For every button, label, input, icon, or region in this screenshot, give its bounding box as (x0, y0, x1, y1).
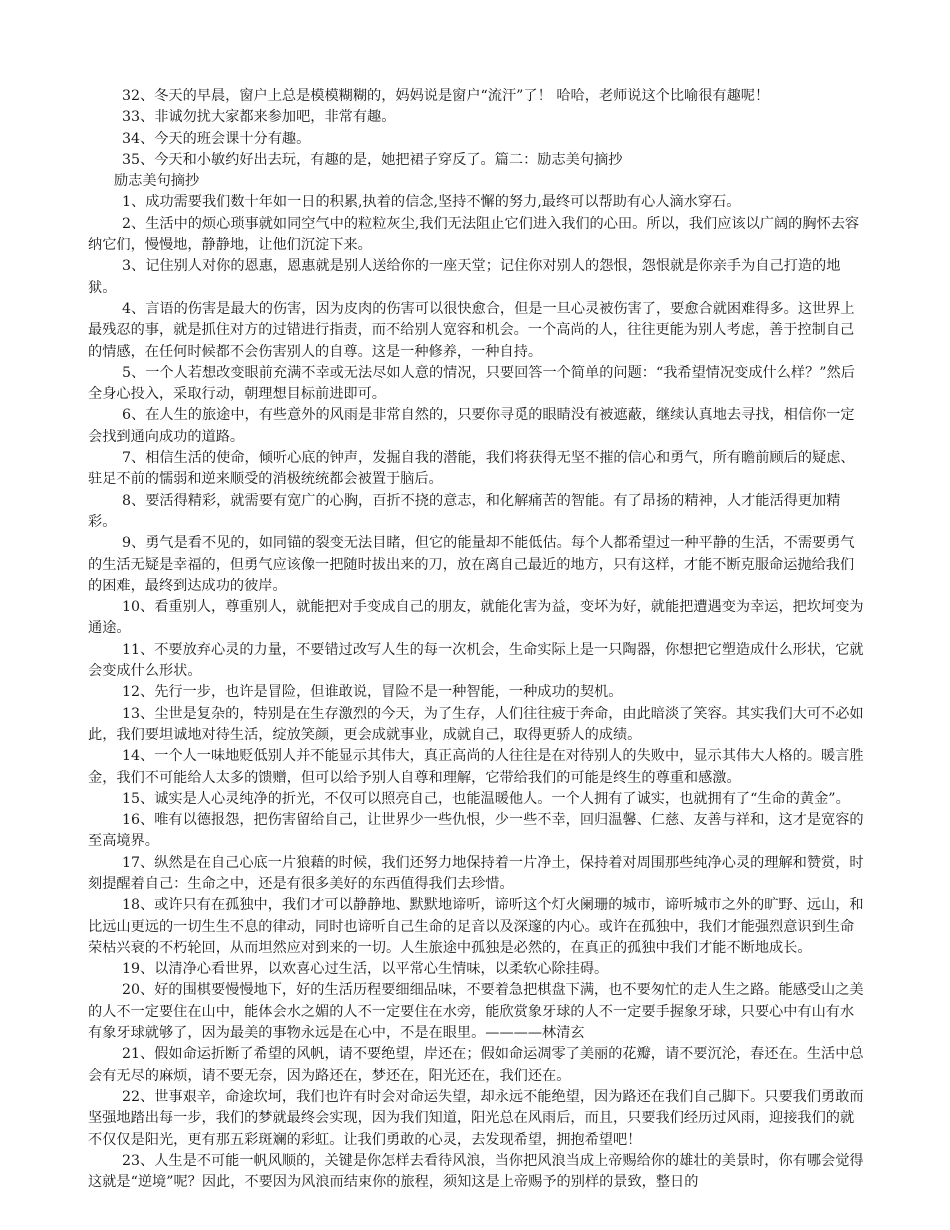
paragraph: 22、世事艰辛，命途坎坷，我们也许有时会对命运失望，却永远不能绝望，因为路还在我们自己脚下。只要我们勇敢而坚强地踏出每一步，我们的梦就最终会实现，因为我们知道，阳光总在风雨后，而且，只要我们经历过风雨，迎接我们的就不仅仅是阳光，更有那五彩斑斓的彩虹。让我们勇敢的心灵，去发现希望，拥抱希望吧！ (88, 1088, 864, 1148)
paragraph: 34、今天的班会课十分有趣。 (122, 130, 311, 147)
paragraph: 18、或许只有在孤独中，我们才可以静静地、默默地谛听，谛听这个灯火阑珊的城市，谛听城市之外的旷野、远山，和比远山更远的一切生生不息的律动，同时也谛听自己生命的足音以及深邃的内心。或许在孤独中，我们才能强烈意识到生命荣枯兴衰的不朽轮回，从而坦然应对到来的一切。人生旅途中孤独是必然的，在真正的孤独中我们才能不断地成长。 (88, 897, 864, 956)
paragraph: 7、相信生活的使命，倾听心底的钟声，发掘自我的潜能，我们将获得无坚不摧的信心和勇气，所有瞻前顾后的疑虑、驻足不前的懦弱和逆来顺受的消极统统都会被置于脑后。 (88, 450, 855, 488)
paragraph: 9、勇气是看不见的，如同锚的裂变无法目睹，但它的能量却不能低估。每个人都希望过一种平静的生活，不需要勇气的生活无疑是幸福的，但勇气应该像一把随时拔出来的刀，放在离自己最近的地方，只有这样，才能不断克服命运抛给我们的困难，最终到达成功的彼岸。 (88, 535, 855, 594)
paragraph: 33、非诚勿扰大家都来参加吧，非常有趣。 (122, 109, 396, 126)
paragraph: 21、假如命运折断了希望的风帆，请不要绝望，岸还在；假如命运凋零了美丽的花瓣，请不要沉沦，春还在。生活中总会有无尽的麻烦，请不要无奈，因为路还在，梦还在，阳光还在，我们还在。 (88, 1046, 864, 1084)
paragraph: 14、一个人一味地贬低别人并不能显示其伟大，真正高尚的人往往是在对待别人的失败中，显示其伟大人格的。暖言胜金，我们不可能给人太多的馈赠，但可以给予别人自尊和理解，它带给我们的可能是终生的尊重和感激。 (88, 748, 864, 786)
paragraph: 11、不要放弃心灵的力量，不要错过改写人生的每一次机会，生命实际上是一只陶器，你想把它塑造成什么形状，它就会变成什么形状。 (88, 641, 864, 680)
paragraph: 23、人生是不可能一帆风顺的，关键是你怎样去看待风浪，当你把风浪当成上帝赐给你的雄壮的美景时，你有哪会觉得这就是“逆境”呢？因此，不要因为风浪而结束你的旅程，须知这是上帝赐予的别样的景致，整日的 (88, 1152, 864, 1191)
document-body (88, 86, 864, 1193)
paragraph: 32、冬天的早晨，窗户上总是模模糊糊的，妈妈说是窗户“流汗”了！ 哈哈，老师说这个比喻很有趣呢！ (122, 88, 770, 104)
paragraph: 2、生活中的烦心琐事就如同空气中的粒粒灰尘,我们无法阻止它们进入我们的心田。所以，我们应该以广阔的胸怀去容纳它们，慢慢地，静静地，让他们沉淀下来。 (88, 215, 860, 254)
paragraph: 17、纵然是在自己心底一片狼藉的时候，我们还努力地保持着一片净土，保持着对周围那些纯净心灵的理解和赞赏，时刻提醒着自己：生命之中，还是有很多美好的东西值得我们去珍惜。 (88, 854, 864, 892)
paragraph: 10、看重别人，尊重别人，就能把对手变成自己的朋友，就能化害为益，变坏为好，就能把遭遇变为幸运，把坎坷变为通途。 (88, 599, 864, 637)
paragraph: 19、以清净心看世界，以欢喜心过生活，以平常心生情味，以柔软心除挂碍。 (122, 961, 609, 978)
paragraph: 35、今天和小敏约好出去玩，有趣的是，她把裙子穿反了。篇二：励志美句摘抄 (122, 151, 623, 168)
paragraph: 8、要活得精彩，就需要有宽广的心胸，百折不挠的意志，和化解痛苦的智能。有了昂扬的精神，人才能活得更加精彩。 (88, 492, 841, 530)
paragraph: 4、言语的伤害是最大的伤害，因为皮肉的伤害可以很快愈合，但是一旦心灵被伤害了，要愈合就困难得多。这世界上最残忍的事，就是抓住对方的过错进行指责，而不给别人宽容和机会。一个高尚的人，往往更能为别人考虑，善于控制自己的情感，在任何时候都不会伤害别人的自尊。这是一种修养，一种自持。 (88, 300, 855, 360)
paragraph: 6、在人生的旅途中，有些意外的风雨是非常自然的，只要你寻觅的眼睛没有被遮蔽，继续认真地去寻找，相信你一定会找到通向成功的道路。 (88, 407, 855, 445)
paragraph: 12、先行一步，也许是冒险，但谁敢说，冒险不是一种智能，一种成功的契机。 (122, 684, 623, 701)
paragraph: 15、诚实是人心灵纯净的折光，不仅可以照亮自己，也能温暖他人。一个人拥有了诚实，也就拥有了“生命的黄金”。 (122, 790, 850, 807)
paragraph: 5、一个人若想改变眼前充满不幸或无法尽如人意的情况，只要回答一个简单的问题：“我希望情况变成什么样？”然后全身心投入，采取行动，朝理想目标前进即可。 (88, 364, 855, 403)
paragraph: 20、好的围棋要慢慢地下，好的生活历程要细细品味，不要着急把棋盘下满，也不要匆忙的走人生之路。能感受山之美的人不一定要住在山中，能体会水之媚的人不一定要住在水旁，能欣赏象牙球的人不一定要手握象牙球，只要心中有山有水有象牙球就够了，因为最美的事物永远是在心中，不是在眼里。————林清玄 (88, 982, 864, 1042)
paragraph: 1、成功需要我们数十年如一日的积累,执着的信念,坚持不懈的努力,最终可以帮助有心人滴水穿石。 (122, 194, 741, 211)
paragraph: 16、唯有以德报怨，把伤害留给自己，让世界少一些仇恨，少一些不幸，回归温馨、仁慈、友善与祥和，这才是宽容的至高境界。 (88, 812, 864, 850)
paragraph: 13、尘世是复杂的，特别是在生存激烈的今天，为了生存，人们往往疲于奔命，由此暗淡了笑容。其实我们大可不必如此，我们要坦诚地对待生活，绽放笑颜，更会成就事业，成就自己，取得更骄人的成绩。 (88, 705, 864, 743)
paragraph: 3、记住别人对你的恩惠，恩惠就是别人送给你的一座天堂；记住你对别人的怨恨，怨恨就是你亲手为自己打造的地狱。 (88, 258, 841, 296)
section-heading: 励志美句摘抄 (114, 173, 200, 190)
